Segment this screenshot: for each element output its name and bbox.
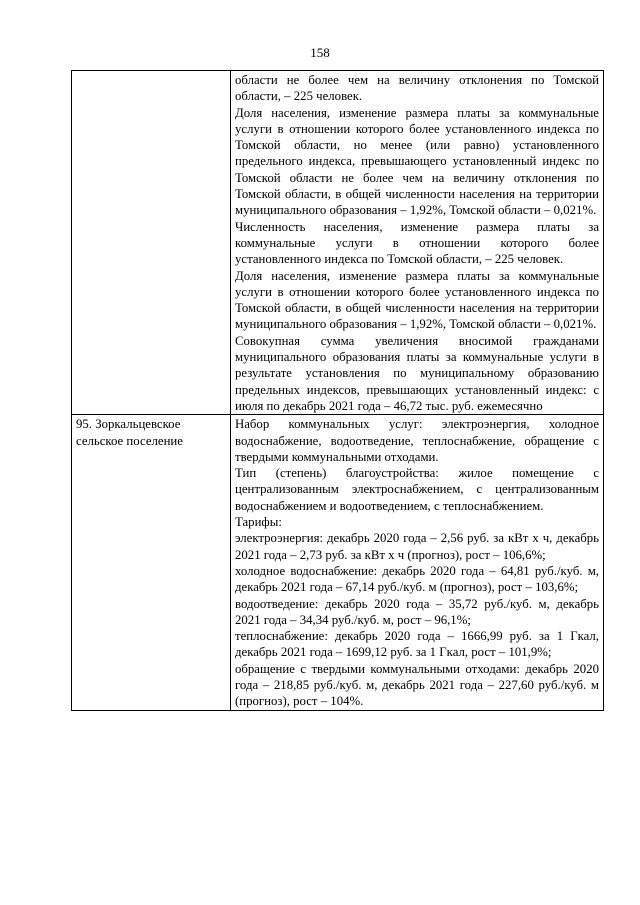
page-number: 158 xyxy=(310,45,330,60)
paragraph: Численность населения, изменение размера платы за коммунальные услуги в отношении которого более установленного индекса по Томской области, – 225 человек. xyxy=(235,219,599,267)
paragraph: водоотведение: декабрь 2020 года – 35,72 руб./куб. м, декабрь 2021 года – 34,34 руб./куб. м, рост – 96,1%; xyxy=(235,596,599,627)
municipality-cell: 95. Зоркальцевское сельское поселение xyxy=(72,415,231,710)
municipal-indicators-table xyxy=(71,70,604,711)
paragraph: Доля населения, изменение размера платы за коммунальные услуги в отношении которого более установленного индекса по Томской области, но менее (или равно) установленного предельного индекса, превышающего установленный индекс по Томской области не более чем на величину отклонения по Томской области, в общей численности населения на территории муниципального образования – 1,92%, Томской области – 0,021%. xyxy=(235,105,599,218)
paragraph: обращение с твердыми коммунальными отходами: декабрь 2020 года – 218,85 руб./куб. м, декабрь 2021 года – 227,60 руб./куб. м (прогноз), рост – 104%. xyxy=(235,661,599,709)
paragraph: Тарифы: xyxy=(235,515,282,530)
paragraph: Тип (степень) благоустройства: жилое помещение с централизованным электроснабжением, с централизованным водоснабжением и водоотведением, с теплоснабжением. xyxy=(235,466,599,513)
paragraph: Набор коммунальных услуг: электроэнергия, холодное водоснабжение, водоотведение, теплоснабжение, обращение с твердыми коммунальными отходами. xyxy=(235,417,599,464)
table-row xyxy=(72,415,604,710)
paragraph: теплоснабжение: декабрь 2020 года – 1666,99 руб. за 1 Гкал, декабрь 2021 года – 1699,12 руб. за 1 Гкал, рост – 101,9%; xyxy=(235,629,599,660)
paragraph: электроэнергия: декабрь 2020 года – 2,56 руб. за кВт х ч, декабрь 2021 года – 2,73 руб. за кВт х ч (прогноз), рост – 106,6%; xyxy=(235,531,599,562)
paragraph: области не более чем на величину отклонения по Томской области, – 225 человек. xyxy=(235,73,599,104)
municipality-cell xyxy=(72,71,231,415)
indicators-cell xyxy=(231,415,604,710)
table-row xyxy=(72,71,604,415)
indicators-cell xyxy=(231,71,604,415)
paragraph: холодное водоснабжение: декабрь 2020 года – 64,81 руб./куб. м, декабрь 2021 года – 67,14 руб./куб. м (прогноз), рост – 103,6%; xyxy=(235,563,599,595)
paragraph: Совокупная сумма увеличения вносимой гражданами муниципального образования платы за коммунальные услуги в результате установления по муниципальному образованию предельных индексов, превышающих установленный индекс: с июля по декабрь 2021 года – 46,72 тыс. руб. ежемесячно xyxy=(235,333,599,413)
paragraph: Доля населения, изменение размера платы за коммунальные услуги в отношении которого более установленного индекса по Томской области, в общей численности населения на территории муниципального образования – 1,92%, Томской области – 0,021%. xyxy=(235,268,599,332)
